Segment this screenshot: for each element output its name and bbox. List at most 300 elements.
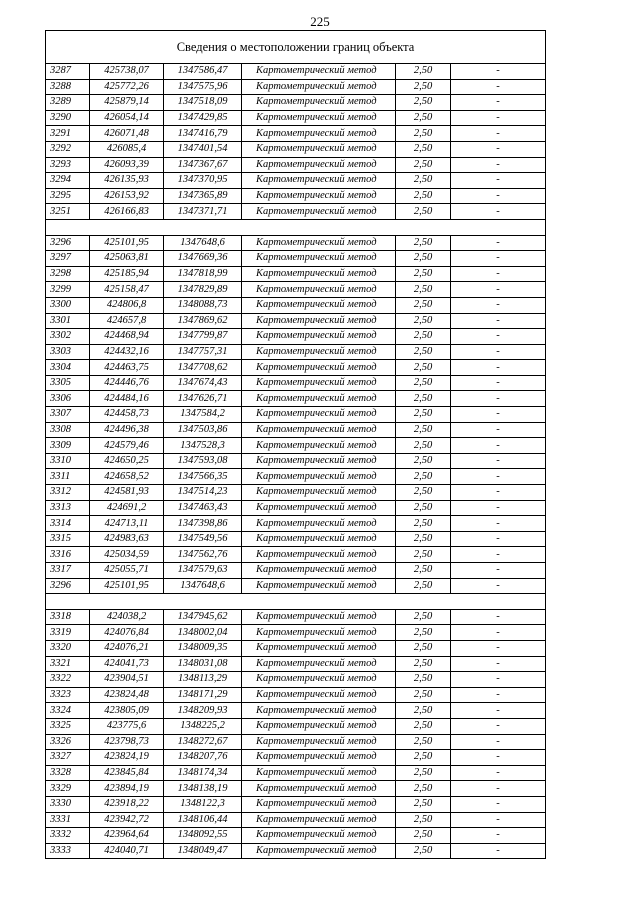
table-row xyxy=(46,625,546,641)
description-cell: - xyxy=(451,64,546,80)
accuracy-cell: 2,50 xyxy=(396,110,451,126)
accuracy-cell: 2,50 xyxy=(396,79,451,95)
accuracy-cell: 2,50 xyxy=(396,718,451,734)
x-coordinate-cell: 425772,26 xyxy=(90,79,164,95)
method-cell: Картометрический метод xyxy=(242,188,396,204)
accuracy-cell: 2,50 xyxy=(396,157,451,173)
description-cell: - xyxy=(451,173,546,189)
description-cell: - xyxy=(451,843,546,859)
x-coordinate-cell: 424657,8 xyxy=(90,313,164,329)
y-coordinate-cell: 1348092,55 xyxy=(164,828,242,844)
boundary-table xyxy=(45,30,546,859)
description-cell: - xyxy=(451,516,546,532)
accuracy-cell: 2,50 xyxy=(396,734,451,750)
description-cell: - xyxy=(451,79,546,95)
table-row xyxy=(46,656,546,672)
group-separator-cell xyxy=(46,219,546,235)
x-coordinate-cell: 423942,72 xyxy=(90,812,164,828)
method-cell: Картометрический метод xyxy=(242,828,396,844)
x-coordinate-cell: 424650,25 xyxy=(90,453,164,469)
y-coordinate-cell: 1348207,76 xyxy=(164,750,242,766)
method-cell: Картометрический метод xyxy=(242,812,396,828)
table-row xyxy=(46,79,546,95)
accuracy-cell: 2,50 xyxy=(396,141,451,157)
y-coordinate-cell: 1347869,62 xyxy=(164,313,242,329)
point-number-cell: 3299 xyxy=(46,282,90,298)
table-row xyxy=(46,563,546,579)
description-cell: - xyxy=(451,625,546,641)
method-cell: Картометрический метод xyxy=(242,391,396,407)
description-cell: - xyxy=(451,297,546,313)
group-separator-row xyxy=(46,594,546,610)
point-number-cell: 3301 xyxy=(46,313,90,329)
method-cell: Картометрический метод xyxy=(242,718,396,734)
description-cell: - xyxy=(451,734,546,750)
point-number-cell: 3310 xyxy=(46,453,90,469)
description-cell: - xyxy=(451,141,546,157)
method-cell: Картометрический метод xyxy=(242,64,396,80)
point-number-cell: 3292 xyxy=(46,141,90,157)
table-title: Сведения о местоположении границ объекта xyxy=(46,31,546,64)
y-coordinate-cell: 1348209,93 xyxy=(164,703,242,719)
table-row xyxy=(46,750,546,766)
method-cell: Картометрический метод xyxy=(242,578,396,594)
point-number-cell: 3302 xyxy=(46,329,90,345)
y-coordinate-cell: 1347626,71 xyxy=(164,391,242,407)
description-cell: - xyxy=(451,251,546,267)
accuracy-cell: 2,50 xyxy=(396,95,451,111)
accuracy-cell: 2,50 xyxy=(396,843,451,859)
description-cell: - xyxy=(451,391,546,407)
table-row xyxy=(46,531,546,547)
y-coordinate-cell: 1347945,62 xyxy=(164,609,242,625)
description-cell: - xyxy=(451,547,546,563)
method-cell: Картометрический метод xyxy=(242,687,396,703)
accuracy-cell: 2,50 xyxy=(396,422,451,438)
x-coordinate-cell: 424484,16 xyxy=(90,391,164,407)
y-coordinate-cell: 1348171,29 xyxy=(164,687,242,703)
point-number-cell: 3322 xyxy=(46,672,90,688)
method-cell: Картометрический метод xyxy=(242,251,396,267)
description-cell: - xyxy=(451,812,546,828)
x-coordinate-cell: 424458,73 xyxy=(90,407,164,423)
description-cell: - xyxy=(451,360,546,376)
table-row xyxy=(46,251,546,267)
y-coordinate-cell: 1347416,79 xyxy=(164,126,242,142)
y-coordinate-cell: 1347579,63 xyxy=(164,563,242,579)
point-number-cell: 3330 xyxy=(46,796,90,812)
x-coordinate-cell: 424581,93 xyxy=(90,485,164,501)
accuracy-cell: 2,50 xyxy=(396,672,451,688)
table-row xyxy=(46,485,546,501)
y-coordinate-cell: 1347463,43 xyxy=(164,500,242,516)
y-coordinate-cell: 1348106,44 xyxy=(164,812,242,828)
point-number-cell: 3295 xyxy=(46,188,90,204)
point-number-cell: 3251 xyxy=(46,204,90,220)
point-number-cell: 3314 xyxy=(46,516,90,532)
accuracy-cell: 2,50 xyxy=(396,297,451,313)
table-row xyxy=(46,297,546,313)
point-number-cell: 3312 xyxy=(46,485,90,501)
table-row xyxy=(46,703,546,719)
description-cell: - xyxy=(451,578,546,594)
x-coordinate-cell: 424463,75 xyxy=(90,360,164,376)
y-coordinate-cell: 1348174,34 xyxy=(164,765,242,781)
y-coordinate-cell: 1347757,31 xyxy=(164,344,242,360)
description-cell: - xyxy=(451,282,546,298)
method-cell: Картометрический метод xyxy=(242,141,396,157)
x-coordinate-cell: 425034,59 xyxy=(90,547,164,563)
method-cell: Картометрический метод xyxy=(242,609,396,625)
table-row xyxy=(46,765,546,781)
x-coordinate-cell: 426054,14 xyxy=(90,110,164,126)
accuracy-cell: 2,50 xyxy=(396,656,451,672)
table-row xyxy=(46,516,546,532)
table-row xyxy=(46,578,546,594)
method-cell: Картометрический метод xyxy=(242,656,396,672)
point-number-cell: 3316 xyxy=(46,547,90,563)
group-separator-cell xyxy=(46,594,546,610)
y-coordinate-cell: 1347566,35 xyxy=(164,469,242,485)
accuracy-cell: 2,50 xyxy=(396,453,451,469)
point-number-cell: 3288 xyxy=(46,79,90,95)
accuracy-cell: 2,50 xyxy=(396,313,451,329)
accuracy-cell: 2,50 xyxy=(396,485,451,501)
table-row xyxy=(46,469,546,485)
y-coordinate-cell: 1347586,47 xyxy=(164,64,242,80)
method-cell: Картометрический метод xyxy=(242,297,396,313)
y-coordinate-cell: 1347799,87 xyxy=(164,329,242,345)
table-row xyxy=(46,422,546,438)
x-coordinate-cell: 425101,95 xyxy=(90,578,164,594)
point-number-cell: 3298 xyxy=(46,266,90,282)
y-coordinate-cell: 1347503,86 xyxy=(164,422,242,438)
x-coordinate-cell: 424658,52 xyxy=(90,469,164,485)
method-cell: Картометрический метод xyxy=(242,843,396,859)
table-row xyxy=(46,375,546,391)
page-number: 225 xyxy=(310,14,330,29)
table-row xyxy=(46,266,546,282)
point-number-cell: 3313 xyxy=(46,500,90,516)
table-row xyxy=(46,407,546,423)
method-cell: Картометрический метод xyxy=(242,563,396,579)
table-row xyxy=(46,173,546,189)
y-coordinate-cell: 1348031,08 xyxy=(164,656,242,672)
point-number-cell: 3304 xyxy=(46,360,90,376)
y-coordinate-cell: 1347562,76 xyxy=(164,547,242,563)
table-row xyxy=(46,781,546,797)
accuracy-cell: 2,50 xyxy=(396,407,451,423)
table-row xyxy=(46,453,546,469)
description-cell: - xyxy=(451,95,546,111)
y-coordinate-cell: 1347401,54 xyxy=(164,141,242,157)
x-coordinate-cell: 424579,46 xyxy=(90,438,164,454)
y-coordinate-cell: 1348009,35 xyxy=(164,640,242,656)
accuracy-cell: 2,50 xyxy=(396,828,451,844)
description-cell: - xyxy=(451,453,546,469)
x-coordinate-cell: 424496,38 xyxy=(90,422,164,438)
y-coordinate-cell: 1347593,08 xyxy=(164,453,242,469)
point-number-cell: 3300 xyxy=(46,297,90,313)
x-coordinate-cell: 423964,64 xyxy=(90,828,164,844)
x-coordinate-cell: 423824,48 xyxy=(90,687,164,703)
table-row xyxy=(46,204,546,220)
accuracy-cell: 2,50 xyxy=(396,796,451,812)
point-number-cell: 3326 xyxy=(46,734,90,750)
x-coordinate-cell: 424432,16 xyxy=(90,344,164,360)
accuracy-cell: 2,50 xyxy=(396,516,451,532)
accuracy-cell: 2,50 xyxy=(396,235,451,251)
accuracy-cell: 2,50 xyxy=(396,625,451,641)
accuracy-cell: 2,50 xyxy=(396,765,451,781)
method-cell: Картометрический метод xyxy=(242,750,396,766)
point-number-cell: 3327 xyxy=(46,750,90,766)
table-row xyxy=(46,282,546,298)
table-row xyxy=(46,609,546,625)
point-number-cell: 3308 xyxy=(46,422,90,438)
x-coordinate-cell: 426153,92 xyxy=(90,188,164,204)
method-cell: Картометрический метод xyxy=(242,453,396,469)
x-coordinate-cell: 426135,93 xyxy=(90,173,164,189)
method-cell: Картометрический метод xyxy=(242,516,396,532)
table-row xyxy=(46,95,546,111)
x-coordinate-cell: 425879,14 xyxy=(90,95,164,111)
x-coordinate-cell: 424076,21 xyxy=(90,640,164,656)
method-cell: Картометрический метод xyxy=(242,734,396,750)
y-coordinate-cell: 1347549,56 xyxy=(164,531,242,547)
point-number-cell: 3320 xyxy=(46,640,90,656)
x-coordinate-cell: 424983,63 xyxy=(90,531,164,547)
accuracy-cell: 2,50 xyxy=(396,173,451,189)
table-row xyxy=(46,126,546,142)
accuracy-cell: 2,50 xyxy=(396,609,451,625)
description-cell: - xyxy=(451,266,546,282)
y-coordinate-cell: 1347674,43 xyxy=(164,375,242,391)
method-cell: Картометрический метод xyxy=(242,329,396,345)
accuracy-cell: 2,50 xyxy=(396,469,451,485)
point-number-cell: 3315 xyxy=(46,531,90,547)
x-coordinate-cell: 426085,4 xyxy=(90,141,164,157)
x-coordinate-cell: 423798,73 xyxy=(90,734,164,750)
y-coordinate-cell: 1347829,89 xyxy=(164,282,242,298)
point-number-cell: 3324 xyxy=(46,703,90,719)
accuracy-cell: 2,50 xyxy=(396,547,451,563)
table-row xyxy=(46,110,546,126)
description-cell: - xyxy=(451,703,546,719)
table-row xyxy=(46,329,546,345)
x-coordinate-cell: 424076,84 xyxy=(90,625,164,641)
method-cell: Картометрический метод xyxy=(242,407,396,423)
description-cell: - xyxy=(451,204,546,220)
table-row xyxy=(46,718,546,734)
y-coordinate-cell: 1347365,89 xyxy=(164,188,242,204)
accuracy-cell: 2,50 xyxy=(396,391,451,407)
table-row xyxy=(46,344,546,360)
x-coordinate-cell: 424806,8 xyxy=(90,297,164,313)
y-coordinate-cell: 1347708,62 xyxy=(164,360,242,376)
method-cell: Картометрический метод xyxy=(242,547,396,563)
method-cell: Картометрический метод xyxy=(242,157,396,173)
x-coordinate-cell: 423894,19 xyxy=(90,781,164,797)
description-cell: - xyxy=(451,796,546,812)
method-cell: Картометрический метод xyxy=(242,469,396,485)
accuracy-cell: 2,50 xyxy=(396,703,451,719)
description-cell: - xyxy=(451,609,546,625)
y-coordinate-cell: 1347528,3 xyxy=(164,438,242,454)
description-cell: - xyxy=(451,407,546,423)
description-cell: - xyxy=(451,781,546,797)
description-cell: - xyxy=(451,765,546,781)
method-cell: Картометрический метод xyxy=(242,235,396,251)
description-cell: - xyxy=(451,469,546,485)
accuracy-cell: 2,50 xyxy=(396,375,451,391)
method-cell: Картометрический метод xyxy=(242,438,396,454)
point-number-cell: 3332 xyxy=(46,828,90,844)
accuracy-cell: 2,50 xyxy=(396,282,451,298)
method-cell: Картометрический метод xyxy=(242,79,396,95)
boundary-table-frame xyxy=(45,30,545,859)
accuracy-cell: 2,50 xyxy=(396,266,451,282)
table-row xyxy=(46,547,546,563)
table-row xyxy=(46,640,546,656)
point-number-cell: 3290 xyxy=(46,110,90,126)
accuracy-cell: 2,50 xyxy=(396,578,451,594)
y-coordinate-cell: 1347518,09 xyxy=(164,95,242,111)
x-coordinate-cell: 424040,71 xyxy=(90,843,164,859)
method-cell: Картометрический метод xyxy=(242,282,396,298)
point-number-cell: 3329 xyxy=(46,781,90,797)
method-cell: Картометрический метод xyxy=(242,266,396,282)
table-row xyxy=(46,687,546,703)
x-coordinate-cell: 425158,47 xyxy=(90,282,164,298)
point-number-cell: 3303 xyxy=(46,344,90,360)
point-number-cell: 3294 xyxy=(46,173,90,189)
accuracy-cell: 2,50 xyxy=(396,360,451,376)
y-coordinate-cell: 1347370,95 xyxy=(164,173,242,189)
method-cell: Картометрический метод xyxy=(242,672,396,688)
y-coordinate-cell: 1348122,3 xyxy=(164,796,242,812)
method-cell: Картометрический метод xyxy=(242,703,396,719)
table-row xyxy=(46,500,546,516)
accuracy-cell: 2,50 xyxy=(396,344,451,360)
point-number-cell: 3319 xyxy=(46,625,90,641)
method-cell: Картометрический метод xyxy=(242,360,396,376)
point-number-cell: 3297 xyxy=(46,251,90,267)
method-cell: Картометрический метод xyxy=(242,781,396,797)
point-number-cell: 3296 xyxy=(46,578,90,594)
description-cell: - xyxy=(451,531,546,547)
x-coordinate-cell: 425185,94 xyxy=(90,266,164,282)
point-number-cell: 3306 xyxy=(46,391,90,407)
description-cell: - xyxy=(451,500,546,516)
x-coordinate-cell: 424713,11 xyxy=(90,516,164,532)
y-coordinate-cell: 1347514,23 xyxy=(164,485,242,501)
table-row xyxy=(46,235,546,251)
accuracy-cell: 2,50 xyxy=(396,500,451,516)
table-row xyxy=(46,843,546,859)
x-coordinate-cell: 426166,83 xyxy=(90,204,164,220)
table-title-row xyxy=(46,31,546,64)
accuracy-cell: 2,50 xyxy=(396,750,451,766)
x-coordinate-cell: 423775,6 xyxy=(90,718,164,734)
method-cell: Картометрический метод xyxy=(242,126,396,142)
description-cell: - xyxy=(451,687,546,703)
y-coordinate-cell: 1348088,73 xyxy=(164,297,242,313)
point-number-cell: 3328 xyxy=(46,765,90,781)
point-number-cell: 3287 xyxy=(46,64,90,80)
accuracy-cell: 2,50 xyxy=(396,188,451,204)
y-coordinate-cell: 1348272,67 xyxy=(164,734,242,750)
method-cell: Картометрический метод xyxy=(242,173,396,189)
description-cell: - xyxy=(451,126,546,142)
group-separator-row xyxy=(46,219,546,235)
method-cell: Картометрический метод xyxy=(242,485,396,501)
table-row xyxy=(46,796,546,812)
accuracy-cell: 2,50 xyxy=(396,812,451,828)
y-coordinate-cell: 1347367,67 xyxy=(164,157,242,173)
method-cell: Картометрический метод xyxy=(242,640,396,656)
description-cell: - xyxy=(451,110,546,126)
method-cell: Картометрический метод xyxy=(242,375,396,391)
table-row xyxy=(46,391,546,407)
point-number-cell: 3325 xyxy=(46,718,90,734)
point-number-cell: 3307 xyxy=(46,407,90,423)
y-coordinate-cell: 1348113,29 xyxy=(164,672,242,688)
accuracy-cell: 2,50 xyxy=(396,329,451,345)
accuracy-cell: 2,50 xyxy=(396,204,451,220)
x-coordinate-cell: 423824,19 xyxy=(90,750,164,766)
description-cell: - xyxy=(451,640,546,656)
description-cell: - xyxy=(451,188,546,204)
point-number-cell: 3309 xyxy=(46,438,90,454)
accuracy-cell: 2,50 xyxy=(396,640,451,656)
y-coordinate-cell: 1348002,04 xyxy=(164,625,242,641)
description-cell: - xyxy=(451,438,546,454)
description-cell: - xyxy=(451,563,546,579)
description-cell: - xyxy=(451,718,546,734)
description-cell: - xyxy=(451,485,546,501)
table-row xyxy=(46,157,546,173)
x-coordinate-cell: 423805,09 xyxy=(90,703,164,719)
table-row xyxy=(46,828,546,844)
description-cell: - xyxy=(451,656,546,672)
x-coordinate-cell: 424041,73 xyxy=(90,656,164,672)
method-cell: Картометрический метод xyxy=(242,796,396,812)
accuracy-cell: 2,50 xyxy=(396,781,451,797)
point-number-cell: 3323 xyxy=(46,687,90,703)
y-coordinate-cell: 1347398,86 xyxy=(164,516,242,532)
method-cell: Картометрический метод xyxy=(242,531,396,547)
x-coordinate-cell: 423845,84 xyxy=(90,765,164,781)
point-number-cell: 3321 xyxy=(46,656,90,672)
method-cell: Картометрический метод xyxy=(242,95,396,111)
description-cell: - xyxy=(451,235,546,251)
accuracy-cell: 2,50 xyxy=(396,251,451,267)
method-cell: Картометрический метод xyxy=(242,344,396,360)
description-cell: - xyxy=(451,422,546,438)
x-coordinate-cell: 424446,76 xyxy=(90,375,164,391)
method-cell: Картометрический метод xyxy=(242,313,396,329)
description-cell: - xyxy=(451,828,546,844)
description-cell: - xyxy=(451,313,546,329)
table-row xyxy=(46,734,546,750)
description-cell: - xyxy=(451,344,546,360)
x-coordinate-cell: 424038,2 xyxy=(90,609,164,625)
table-row xyxy=(46,141,546,157)
x-coordinate-cell: 424468,94 xyxy=(90,329,164,345)
y-coordinate-cell: 1347818,99 xyxy=(164,266,242,282)
x-coordinate-cell: 425738,07 xyxy=(90,64,164,80)
